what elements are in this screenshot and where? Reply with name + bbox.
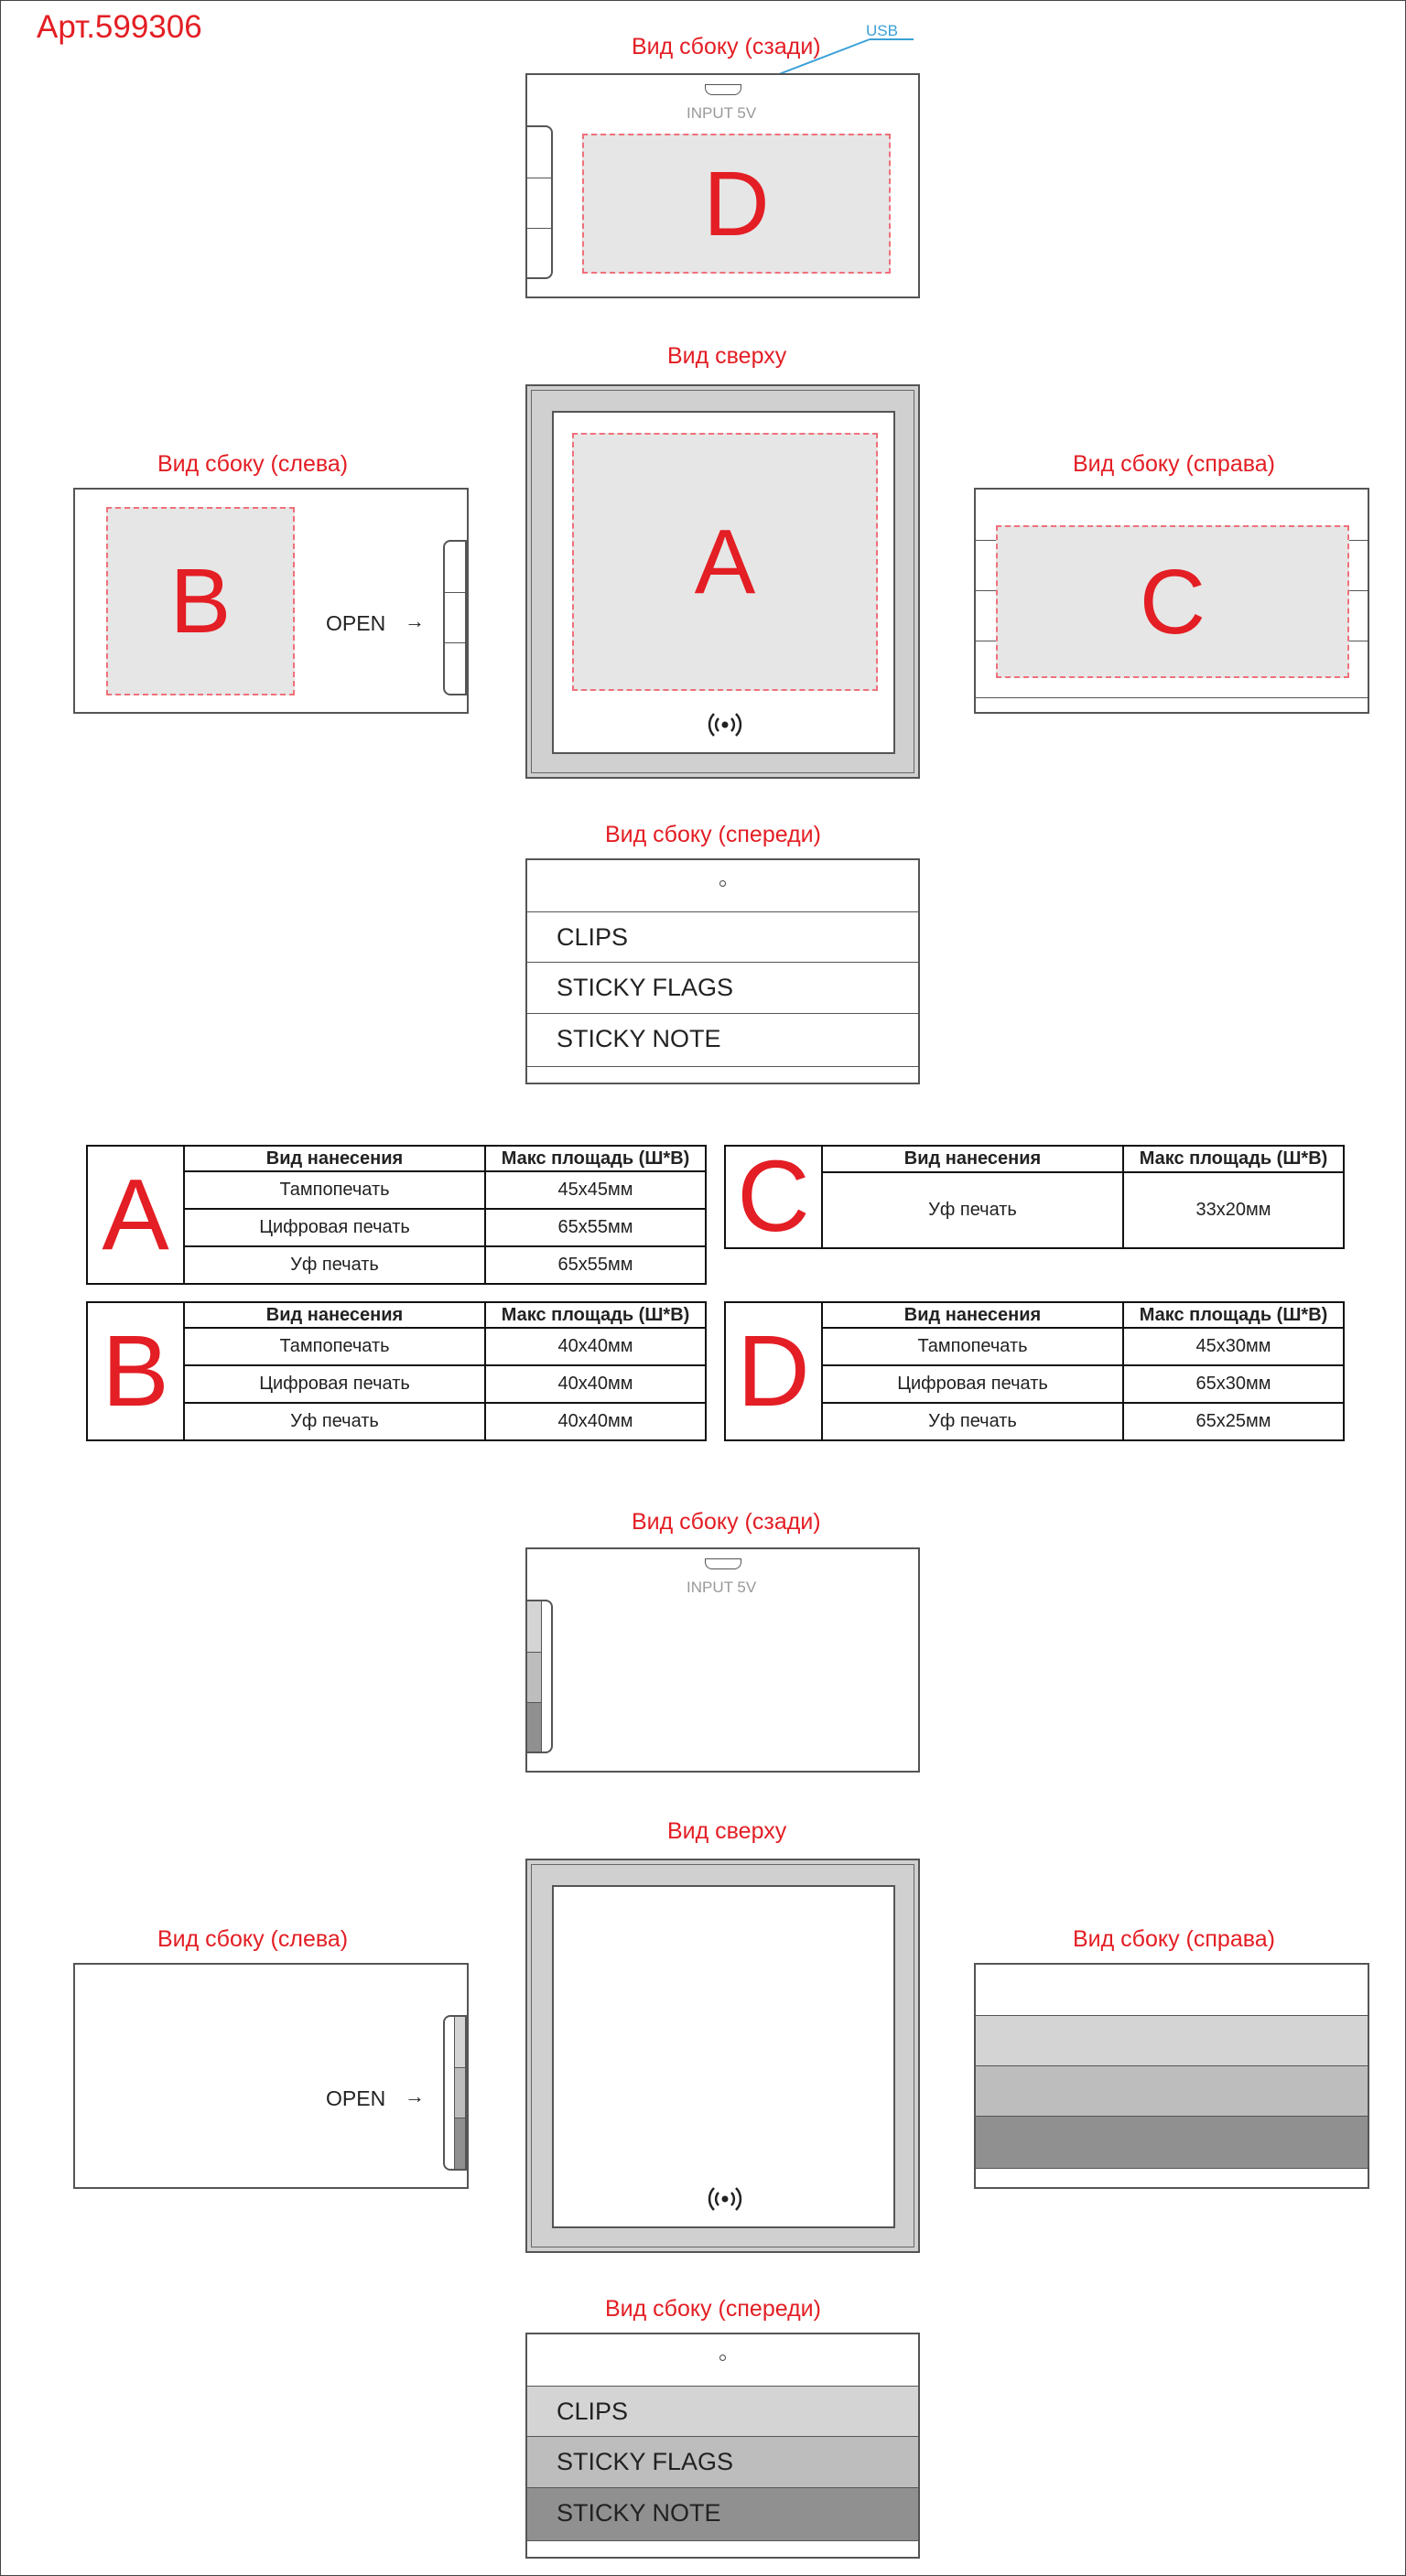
back-view-panel [525,73,920,298]
table-a-header-method: Вид нанесения [184,1146,485,1171]
table-a-cell: 45x45мм [485,1171,706,1209]
front-view-panel [525,858,920,1084]
left-side-clip-2 [443,2015,467,2171]
zone-b-letter: B [169,550,232,652]
zone-b [106,507,295,695]
table-b-cell: Цифровая печать [184,1365,485,1403]
input-label: INPUT 5V [687,104,757,122]
usb-label: USB [866,22,898,39]
table-d-cell: 65x25мм [1123,1403,1344,1440]
back-side-clip [525,125,553,279]
table-c-cell: 33x20мм [1123,1172,1344,1248]
open-label: OPEN [326,611,386,635]
zone-d-letter: D [703,152,770,255]
back-side-clip-2 [525,1600,553,1753]
table-b-cell: 40x40мм [485,1365,706,1403]
top-view-inner-2 [552,1885,895,2228]
back-view-title-2: Вид сбоку (сзади) [632,1509,821,1535]
top-view-panel [525,384,920,779]
wireless-charging-icon [707,2185,743,2213]
right-strip-light [976,2015,1368,2066]
front-row-clips: CLIPS [527,911,918,963]
table-d-cell: 45x30мм [1123,1328,1344,1365]
left-view-title: Вид сбоку (слева) [157,451,349,477]
right-strip-dark [976,2117,1368,2169]
table-b-header-method: Вид нанесения [184,1302,485,1328]
spec-table-d [724,1301,1345,1441]
table-b-header-area: Макс площадь (Ш*В) [485,1302,706,1328]
table-a-cell: 65x55мм [485,1209,706,1246]
table-a-letter: A [87,1146,184,1284]
zone-d [582,134,891,274]
right-strip-mid [976,2066,1368,2117]
right-view-title: Вид сбоку (справа) [1073,451,1275,477]
left-view-panel [73,488,469,714]
arrow-right-icon: → [405,609,425,632]
front-row-sticky-note: STICKY NOTE [527,1014,918,1067]
zone-c [996,525,1349,678]
table-d-header-area: Макс площадь (Ш*В) [1123,1302,1344,1328]
front-row-clips-2: CLIPS [527,2386,918,2437]
table-c-letter: C [725,1146,822,1248]
table-c-cell: Уф печать [822,1172,1123,1248]
back-view-title: Вид сбоку (сзади) [632,34,821,59]
top-view-inner [552,411,895,754]
table-b-cell: Тампопечать [184,1328,485,1365]
table-b-cell: 40x40мм [485,1403,706,1440]
front-row-sticky-flags-2: STICKY FLAGS [527,2437,918,2488]
top-view-title: Вид сверху [667,343,787,369]
table-b-cell: 40x40мм [485,1328,706,1365]
left-view-title-2: Вид сбоку (слева) [157,1926,349,1952]
zone-a [572,433,878,691]
left-side-clip [443,540,467,695]
table-d-cell: 65x30мм [1123,1365,1344,1403]
front-view-panel-2 [525,2333,920,2559]
wireless-charging-icon [707,711,743,738]
table-c-header-method: Вид нанесения [822,1146,1123,1172]
front-view-title-2: Вид сбоку (спереди) [605,2296,821,2322]
table-b-cell: Уф печать [184,1403,485,1440]
table-a-cell: Цифровая печать [184,1209,485,1246]
right-view-panel [974,488,1369,714]
table-d-letter: D [725,1302,822,1440]
right-view-panel-2 [974,1963,1369,2189]
indicator-dot-icon [719,2355,726,2361]
table-a-cell: Тампопечать [184,1171,485,1209]
table-c-header-area: Макс площадь (Ш*В) [1123,1146,1344,1172]
table-d-cell: Цифровая печать [822,1365,1123,1403]
spec-table-a [86,1145,707,1285]
zone-a-letter: A [694,511,756,613]
table-d-header-method: Вид нанесения [822,1302,1123,1328]
input-label-2: INPUT 5V [687,1579,757,1596]
table-a-cell: Уф печать [184,1246,485,1284]
table-a-header-area: Макс площадь (Ш*В) [485,1146,706,1171]
spec-table-b [86,1301,707,1441]
front-row-sticky-flags: STICKY FLAGS [527,963,918,1014]
open-label-2: OPEN [326,2086,386,2110]
front-view-title: Вид сбоку (спереди) [605,822,821,847]
usb-port-icon [705,1558,741,1569]
front-row-sticky-note-2: STICKY NOTE [527,2488,918,2541]
right-view-title-2: Вид сбоку (справа) [1073,1926,1275,1952]
table-d-cell: Уф печать [822,1403,1123,1440]
table-a-cell: 65x55мм [485,1246,706,1284]
table-d-cell: Тампопечать [822,1328,1123,1365]
article-number: Арт.599306 [37,9,202,45]
table-b-letter: B [87,1302,184,1440]
zone-c-letter: C [1139,550,1206,653]
top-view-title-2: Вид сверху [667,1818,787,1844]
back-view-panel-2 [525,1547,920,1773]
usb-port-icon [705,84,741,95]
arrow-right-icon: → [405,2085,425,2107]
spec-table-c [724,1140,1345,1253]
left-view-panel-2 [73,1963,469,2189]
top-view-panel-2 [525,1859,920,2253]
indicator-dot-icon [719,880,726,887]
